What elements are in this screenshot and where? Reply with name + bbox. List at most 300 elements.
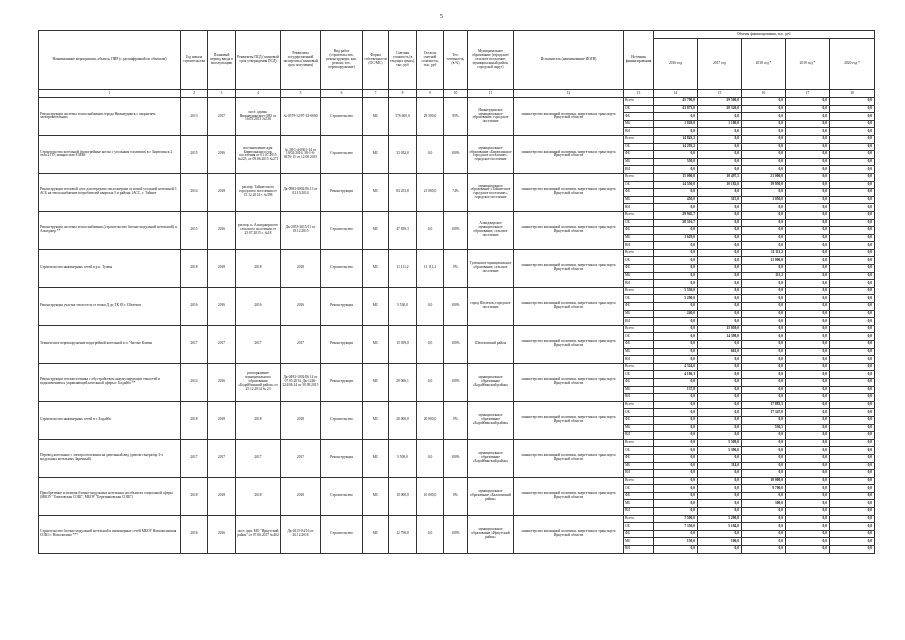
- funding-value: 0,0: [786, 363, 830, 371]
- funding-value: 15 000,0: [654, 173, 698, 181]
- funding-value: 10 182,6: [698, 181, 742, 189]
- column-header: Реквизиты ПСД (плановый срок утверждения ПСД): [236, 31, 281, 90]
- funding-value: 0,0: [830, 128, 875, 136]
- project-mo: муниципальное образование «Бодайбинский район»: [468, 439, 514, 477]
- project-start: 2015: [181, 211, 208, 249]
- funding-value: 0,0: [830, 204, 875, 212]
- funding-value: 0,0: [742, 318, 786, 326]
- project-name: Реконструкция участка теплосети от точки Д до ТК 83 г. Шелехов: [39, 287, 181, 325]
- project-name: Строительство инженерных сетей в г. Бодайбо: [39, 401, 181, 439]
- funding-value: 0,0: [698, 265, 742, 273]
- funding-source: ОБ: [624, 409, 654, 417]
- funding-value: 0,0: [830, 272, 875, 280]
- funding-value: 4 186,3: [654, 371, 698, 379]
- funding-value: 0,0: [786, 227, 830, 235]
- column-header: Вид работ (строительство, реконструкция, кап. ремонт, тех. перевооружение): [321, 31, 363, 90]
- project-end: 2018: [208, 173, 236, 211]
- funding-value: 0,0: [698, 211, 742, 219]
- column-number: 8: [389, 90, 417, 98]
- funding-value: 0,0: [654, 394, 698, 402]
- project-own: МС: [363, 363, 389, 401]
- funding-value: 0,0: [698, 303, 742, 311]
- funding-value: 0,0: [786, 394, 830, 402]
- project-work: Реконструкция: [321, 325, 363, 363]
- page-number: 5: [440, 14, 443, 20]
- funding-source: Всего: [624, 135, 654, 143]
- column-header: Плановый период ввода в эксплуатацию: [208, 31, 236, 90]
- funding-value: 5 530,0: [654, 287, 698, 295]
- project-start: 2017: [181, 439, 208, 477]
- column-number: 7: [363, 90, 389, 98]
- funding-source: Всего: [624, 173, 654, 181]
- funding-value: 10 497,5: [698, 173, 742, 181]
- table-row: [39, 515, 875, 523]
- funding-source: ОБ: [624, 219, 654, 227]
- funding-value: 0,0: [786, 173, 830, 181]
- project-name: Перевод котельных с электроотопления на дизельный вид (дизель-генератор 3-х модульных котельных Заречный): [39, 439, 181, 477]
- funding-source: ФБ: [624, 454, 654, 462]
- header-row: [39, 31, 875, 39]
- funding-value: 9 700,0: [742, 485, 786, 493]
- funding-value: 240,0: [654, 310, 698, 318]
- funding-value: 0,0: [830, 401, 875, 409]
- project-own: МС: [363, 477, 389, 515]
- funding-value: 0,0: [830, 287, 875, 295]
- funding-value: 0,0: [742, 363, 786, 371]
- funding-value: 0,0: [786, 204, 830, 212]
- funding-value: 0,0: [698, 356, 742, 364]
- funding-source: МБ: [624, 500, 654, 508]
- funding-value: 0,0: [654, 470, 698, 478]
- funding-source: ВИ: [624, 204, 654, 212]
- funding-value: 0,0: [742, 454, 786, 462]
- funding-value: 0,0: [786, 234, 830, 242]
- funding-value: 0,0: [786, 211, 830, 219]
- funding-value: 0,0: [742, 508, 786, 516]
- funding-value: 0,0: [742, 394, 786, 402]
- funding-value: 0,0: [698, 318, 742, 326]
- funding-value: 0,0: [786, 515, 830, 523]
- year-header: 2019 год *: [786, 39, 830, 90]
- column-number: 10: [444, 90, 468, 98]
- funding-value: 0,0: [830, 477, 875, 485]
- funding-value: 0,0: [742, 158, 786, 166]
- funding-value: 0,0: [698, 280, 742, 288]
- funding-value: 0,0: [742, 432, 786, 440]
- funding-source: ВИ: [624, 280, 654, 288]
- funding-value: 0,0: [830, 470, 875, 478]
- funding-value: 0,0: [786, 325, 830, 333]
- funding-value: 0,0: [830, 325, 875, 333]
- funding-value: 0,0: [742, 98, 786, 106]
- project-cost: 10 000,0: [389, 477, 417, 515]
- funding-value: 0,0: [742, 341, 786, 349]
- funding-value: 28 316,7: [654, 219, 698, 227]
- funding-value: 0,0: [786, 295, 830, 303]
- project-mo: муниципальное образование «Иркутский район»: [468, 515, 514, 553]
- funding-value: 0,0: [654, 265, 698, 273]
- funding-value: 0,0: [742, 371, 786, 379]
- project-expert: № 38-1-4-0361-14 от 10/02/2016, 38-1-6-0476-15 от 12.08.2015: [281, 135, 321, 173]
- project-rest: 11 111,2: [417, 249, 444, 287]
- funding-value: 5 396,0: [698, 447, 742, 455]
- project-psd: распор. п. Алыгджерского сельского поселения от 25.07.2015 г. №18: [236, 211, 281, 249]
- funding-value: 0,0: [698, 257, 742, 265]
- funding-value: 0,0: [786, 462, 830, 470]
- project-ready: 100%: [444, 363, 468, 401]
- project-work: Строительство: [321, 515, 363, 553]
- funding-value: 0,0: [786, 265, 830, 273]
- column-number: 4: [236, 90, 281, 98]
- funding-value: 1 050,0: [742, 196, 786, 204]
- funding-value: 0,0: [654, 333, 698, 341]
- funding-value: 0,0: [654, 280, 698, 288]
- funding-value: 0,0: [698, 416, 742, 424]
- project-work: Строительство: [321, 98, 363, 136]
- funding-value: 0,0: [786, 333, 830, 341]
- funding-source: ФБ: [624, 265, 654, 273]
- project-end: 2018: [208, 401, 236, 439]
- funding-source: МБ: [624, 310, 654, 318]
- funding-value: 0,0: [654, 189, 698, 197]
- project-own: МС: [363, 173, 389, 211]
- project-start: 2014: [181, 363, 208, 401]
- funding-value: 0,0: [654, 249, 698, 257]
- funding-value: 0,0: [830, 219, 875, 227]
- column-number: 9: [417, 90, 444, 98]
- funding-value: 0,0: [654, 113, 698, 121]
- column-header: Год начала строительства: [181, 31, 208, 90]
- project-end: 2017: [208, 98, 236, 136]
- project-exec: министерство жилищной политики, энергетики и транспорта Иркутской области: [514, 515, 624, 553]
- funding-value: 0,0: [742, 325, 786, 333]
- funding-value: 0,0: [786, 508, 830, 516]
- funding-value: 0,0: [742, 470, 786, 478]
- funding-source: ФБ: [624, 303, 654, 311]
- project-expert: 2016: [281, 287, 321, 325]
- funding-value: 0,0: [830, 523, 875, 531]
- funding-value: 0,0: [742, 546, 786, 554]
- funding-value: 0,0: [786, 249, 830, 257]
- funding-source: МБ: [624, 120, 654, 128]
- project-work: Строительство: [321, 211, 363, 249]
- funding-value: 0,0: [654, 447, 698, 455]
- funding-source: ВИ: [624, 318, 654, 326]
- funding-source: ФБ: [624, 189, 654, 197]
- funding-value: 0,0: [654, 409, 698, 417]
- funding-value: 0,0: [830, 371, 875, 379]
- funding-value: 29 500,0: [698, 98, 742, 106]
- project-work: Строительство: [321, 249, 363, 287]
- funding-source: ВИ: [624, 356, 654, 364]
- project-work: Строительство: [321, 401, 363, 439]
- funding-value: 0,0: [654, 227, 698, 235]
- funding-value: 5 290,0: [654, 295, 698, 303]
- funding-source: ВИ: [624, 128, 654, 136]
- funding-source: МБ: [624, 348, 654, 356]
- funding-source: ВИ: [624, 470, 654, 478]
- funding-value: 0,0: [654, 325, 698, 333]
- funding-value: 5 184,0: [698, 523, 742, 531]
- financing-group-header: Объемы финансирования, тыс. руб.: [654, 31, 875, 39]
- project-end: 2016: [208, 363, 236, 401]
- funding-value: 0,0: [698, 295, 742, 303]
- project-name: Строительство блочно-модульной котельной и инженерных сетей МБОУ Новолисинская СОШ с. Новолисино ***: [39, 515, 181, 553]
- funding-value: 0,0: [786, 409, 830, 417]
- funding-source: МБ: [624, 158, 654, 166]
- funding-value: 0,0: [786, 356, 830, 364]
- funding-value: 0,0: [786, 242, 830, 250]
- funding-value: 29 945,7: [654, 211, 698, 219]
- funding-value: 17 347,0: [742, 409, 786, 417]
- funding-value: 550,0: [654, 158, 698, 166]
- project-exec: министерство жилищной политики, энергетики и транспорта Иркутской области: [514, 173, 624, 211]
- funding-value: 7 350,0: [654, 523, 698, 531]
- funding-value: 0,0: [742, 310, 786, 318]
- project-expert: Дк-0983-0002/06.13 от 02.10.2014: [281, 173, 321, 211]
- funding-value: 0,0: [830, 454, 875, 462]
- project-ready: 100%: [444, 135, 468, 173]
- project-start: 2018: [181, 477, 208, 515]
- funding-value: 0,0: [786, 454, 830, 462]
- funding-value: 0,0: [742, 120, 786, 128]
- funding-value: 0,0: [830, 515, 875, 523]
- column-header: Остаток сметной стоимости, тыс. руб: [417, 31, 444, 90]
- funding-value: 0,0: [830, 227, 875, 235]
- funding-value: 0,0: [830, 143, 875, 151]
- funding-value: 0,0: [786, 280, 830, 288]
- funding-value: 17 883,5: [742, 401, 786, 409]
- funding-value: 0,0: [654, 424, 698, 432]
- project-end: 2016: [208, 211, 236, 249]
- column-number: 6: [321, 90, 363, 98]
- funding-value: 0,0: [786, 432, 830, 440]
- funding-value: 0,0: [742, 204, 786, 212]
- funding-value: 0,0: [742, 128, 786, 136]
- project-cost: 5 509,0: [389, 439, 417, 477]
- funding-value: 0,0: [698, 310, 742, 318]
- funding-value: 0,0: [742, 416, 786, 424]
- funding-value: 0,0: [830, 492, 875, 500]
- project-ready: 100%: [444, 211, 468, 249]
- funding-value: 0,0: [698, 508, 742, 516]
- project-own: МС: [363, 515, 389, 553]
- funding-value: 0,0: [698, 189, 742, 197]
- funding-value: 0,0: [698, 454, 742, 462]
- project-expert: 2018: [281, 477, 321, 515]
- funding-value: 0,0: [742, 492, 786, 500]
- funding-value: 0,0: [786, 257, 830, 265]
- funding-value: 0,0: [830, 318, 875, 326]
- funding-source: Всего: [624, 287, 654, 295]
- column-header: Муниципальное образование (городское/сельское поселение, муниципальный район, городской округ): [468, 31, 514, 90]
- funding-value: 0,0: [830, 189, 875, 197]
- funding-value: 0,0: [742, 295, 786, 303]
- column-number: 13: [624, 90, 654, 98]
- funding-value: 0,0: [698, 546, 742, 554]
- funding-value: 0,0: [698, 143, 742, 151]
- funding-source: Всего: [624, 249, 654, 257]
- funding-source: ФБ: [624, 378, 654, 386]
- project-ready: 0%: [444, 401, 468, 439]
- funding-value: 0,0: [830, 265, 875, 273]
- funding-value: 0,0: [830, 333, 875, 341]
- funding-value: 0,0: [830, 424, 875, 432]
- funding-value: 0,0: [698, 492, 742, 500]
- project-start: 2016: [181, 515, 208, 553]
- project-own: МС: [363, 439, 389, 477]
- project-mo: муниципальное образование «Балаганский район»: [468, 477, 514, 515]
- funding-value: 0,0: [742, 462, 786, 470]
- funding-value: 10 000,0: [742, 477, 786, 485]
- funding-value: 0,0: [786, 401, 830, 409]
- funding-value: 0,0: [830, 363, 875, 371]
- project-cost: 12 790,0: [389, 515, 417, 553]
- funding-value: 0,0: [742, 227, 786, 235]
- project-exec: министерство жилищной политики, энергетики и транспорта Иркутской области: [514, 98, 624, 136]
- column-number: 12: [514, 90, 624, 98]
- funding-value: 0,0: [742, 287, 786, 295]
- funding-value: 0,0: [786, 318, 830, 326]
- project-cost: 11 111,2: [389, 249, 417, 287]
- funding-value: 0,0: [698, 386, 742, 394]
- funding-value: 0,0: [742, 151, 786, 159]
- funding-value: 0,0: [698, 371, 742, 379]
- project-mo: Нижнеудинское муниципальное образование, городское поселение: [468, 98, 514, 136]
- funding-value: 0,0: [742, 219, 786, 227]
- funding-value: 0,0: [654, 462, 698, 470]
- funding-value: 43 873,0: [654, 105, 698, 113]
- column-header: Тех. готовность, (в %): [444, 31, 468, 90]
- funding-value: 114,0: [698, 462, 742, 470]
- funding-value: 0,0: [654, 546, 698, 554]
- funding-value: 0,0: [698, 242, 742, 250]
- project-start: 2018: [181, 249, 208, 287]
- project-name: Реконструкция системы теплоснабжения города Нижнеудинск с закрытием электрокотельных: [39, 98, 181, 136]
- funding-value: 0,0: [742, 143, 786, 151]
- project-rest: 20 000,0: [417, 401, 444, 439]
- funding-value: 0,0: [742, 265, 786, 273]
- project-end: 2016: [208, 135, 236, 173]
- funding-value: 536,5: [742, 424, 786, 432]
- column-number: 3: [208, 90, 236, 98]
- funding-value: 0,0: [830, 409, 875, 417]
- funding-value: 315,0: [698, 196, 742, 204]
- project-rest: 0,0: [417, 135, 444, 173]
- table-body: [39, 98, 875, 554]
- column-number: 15: [698, 90, 742, 98]
- funding-value: 0,0: [786, 341, 830, 349]
- funding-value: 0,0: [698, 287, 742, 295]
- project-work: Реконструкция: [321, 173, 363, 211]
- project-end: 2018: [208, 249, 236, 287]
- column-header: Наименование мероприятия, объекта, ПИР (с расшифровкой по объектам): [39, 31, 181, 90]
- funding-source: ФБ: [624, 530, 654, 538]
- project-work: Реконструкция: [321, 439, 363, 477]
- funding-value: 0,0: [786, 470, 830, 478]
- funding-value: 0,0: [830, 462, 875, 470]
- project-cost: 576 600,0: [389, 98, 417, 136]
- project-exec: министерство жилищной политики, энергетики и транспорта Иркутской области: [514, 363, 624, 401]
- funding-source: ФБ: [624, 113, 654, 121]
- funding-value: 0,0: [698, 219, 742, 227]
- project-ready: 0%: [444, 477, 468, 515]
- funding-source: ОБ: [624, 523, 654, 531]
- funding-value: 0,0: [830, 211, 875, 219]
- funding-value: 0,0: [786, 348, 830, 356]
- funding-value: 0,0: [830, 341, 875, 349]
- funding-value: 0,0: [698, 166, 742, 174]
- project-psd: 2018: [236, 401, 281, 439]
- project-cost: 33 032,0: [389, 135, 417, 173]
- funding-value: 0,0: [830, 394, 875, 402]
- project-ready: 100%: [444, 439, 468, 477]
- funding-value: 0,0: [742, 211, 786, 219]
- funding-value: 0,0: [742, 530, 786, 538]
- funding-value: 14 398,0: [698, 333, 742, 341]
- funding-source: Всего: [624, 363, 654, 371]
- funding-value: 0,0: [786, 424, 830, 432]
- column-header: Форма собственности (ОС/МС): [363, 31, 389, 90]
- funding-value: 0,0: [786, 310, 830, 318]
- funding-value: 0,0: [786, 158, 830, 166]
- funding-source: Всего: [624, 98, 654, 106]
- funding-value: 0,0: [830, 234, 875, 242]
- funding-value: 0,0: [654, 477, 698, 485]
- funding-value: 0,0: [654, 492, 698, 500]
- project-expert: Дк-2053-2015/11 от 18.12.2015: [281, 211, 321, 249]
- project-psd: 2018: [236, 477, 281, 515]
- funding-value: 7 500,0: [654, 515, 698, 523]
- funding-source: ФБ: [624, 341, 654, 349]
- table-row: [39, 401, 875, 409]
- column-number: 17: [786, 90, 830, 98]
- funding-value: 0,0: [742, 189, 786, 197]
- project-start: 2018: [181, 401, 208, 439]
- funding-value: 0,0: [698, 394, 742, 402]
- year-header: 2017 год: [698, 39, 742, 90]
- funding-value: 0,0: [786, 439, 830, 447]
- funding-value: 0,0: [786, 378, 830, 386]
- funding-value: 11 000,0: [742, 257, 786, 265]
- project-start: 2014: [181, 173, 208, 211]
- funding-value: 0,0: [786, 416, 830, 424]
- project-end: 2017: [208, 439, 236, 477]
- project-exec: министерство жилищной политики, энергетики и транспорта Иркутской области: [514, 135, 624, 173]
- funding-value: 0,0: [786, 272, 830, 280]
- funding-source: Всего: [624, 211, 654, 219]
- funding-value: 0,0: [830, 508, 875, 516]
- funding-source: МБ: [624, 424, 654, 432]
- project-mo: Алыгджерское муниципальное образование, сельское поселение: [468, 211, 514, 249]
- funding-value: 45 700,0: [654, 98, 698, 106]
- funding-value: 0,0: [654, 166, 698, 174]
- funding-value: 0,0: [742, 333, 786, 341]
- funding-value: 0,0: [698, 113, 742, 121]
- project-expert: 2017: [281, 439, 321, 477]
- funding-value: 0,0: [786, 447, 830, 455]
- funding-source: ОБ: [624, 105, 654, 113]
- funding-value: 0,0: [786, 166, 830, 174]
- funding-source: Всего: [624, 401, 654, 409]
- funding-source: МБ: [624, 386, 654, 394]
- funding-value: 0,0: [786, 530, 830, 538]
- funding-value: 0,0: [698, 485, 742, 493]
- funding-value: 0,0: [830, 105, 875, 113]
- funding-value: 0,0: [786, 523, 830, 531]
- funding-value: 0,0: [786, 500, 830, 508]
- funding-value: 0,0: [742, 386, 786, 394]
